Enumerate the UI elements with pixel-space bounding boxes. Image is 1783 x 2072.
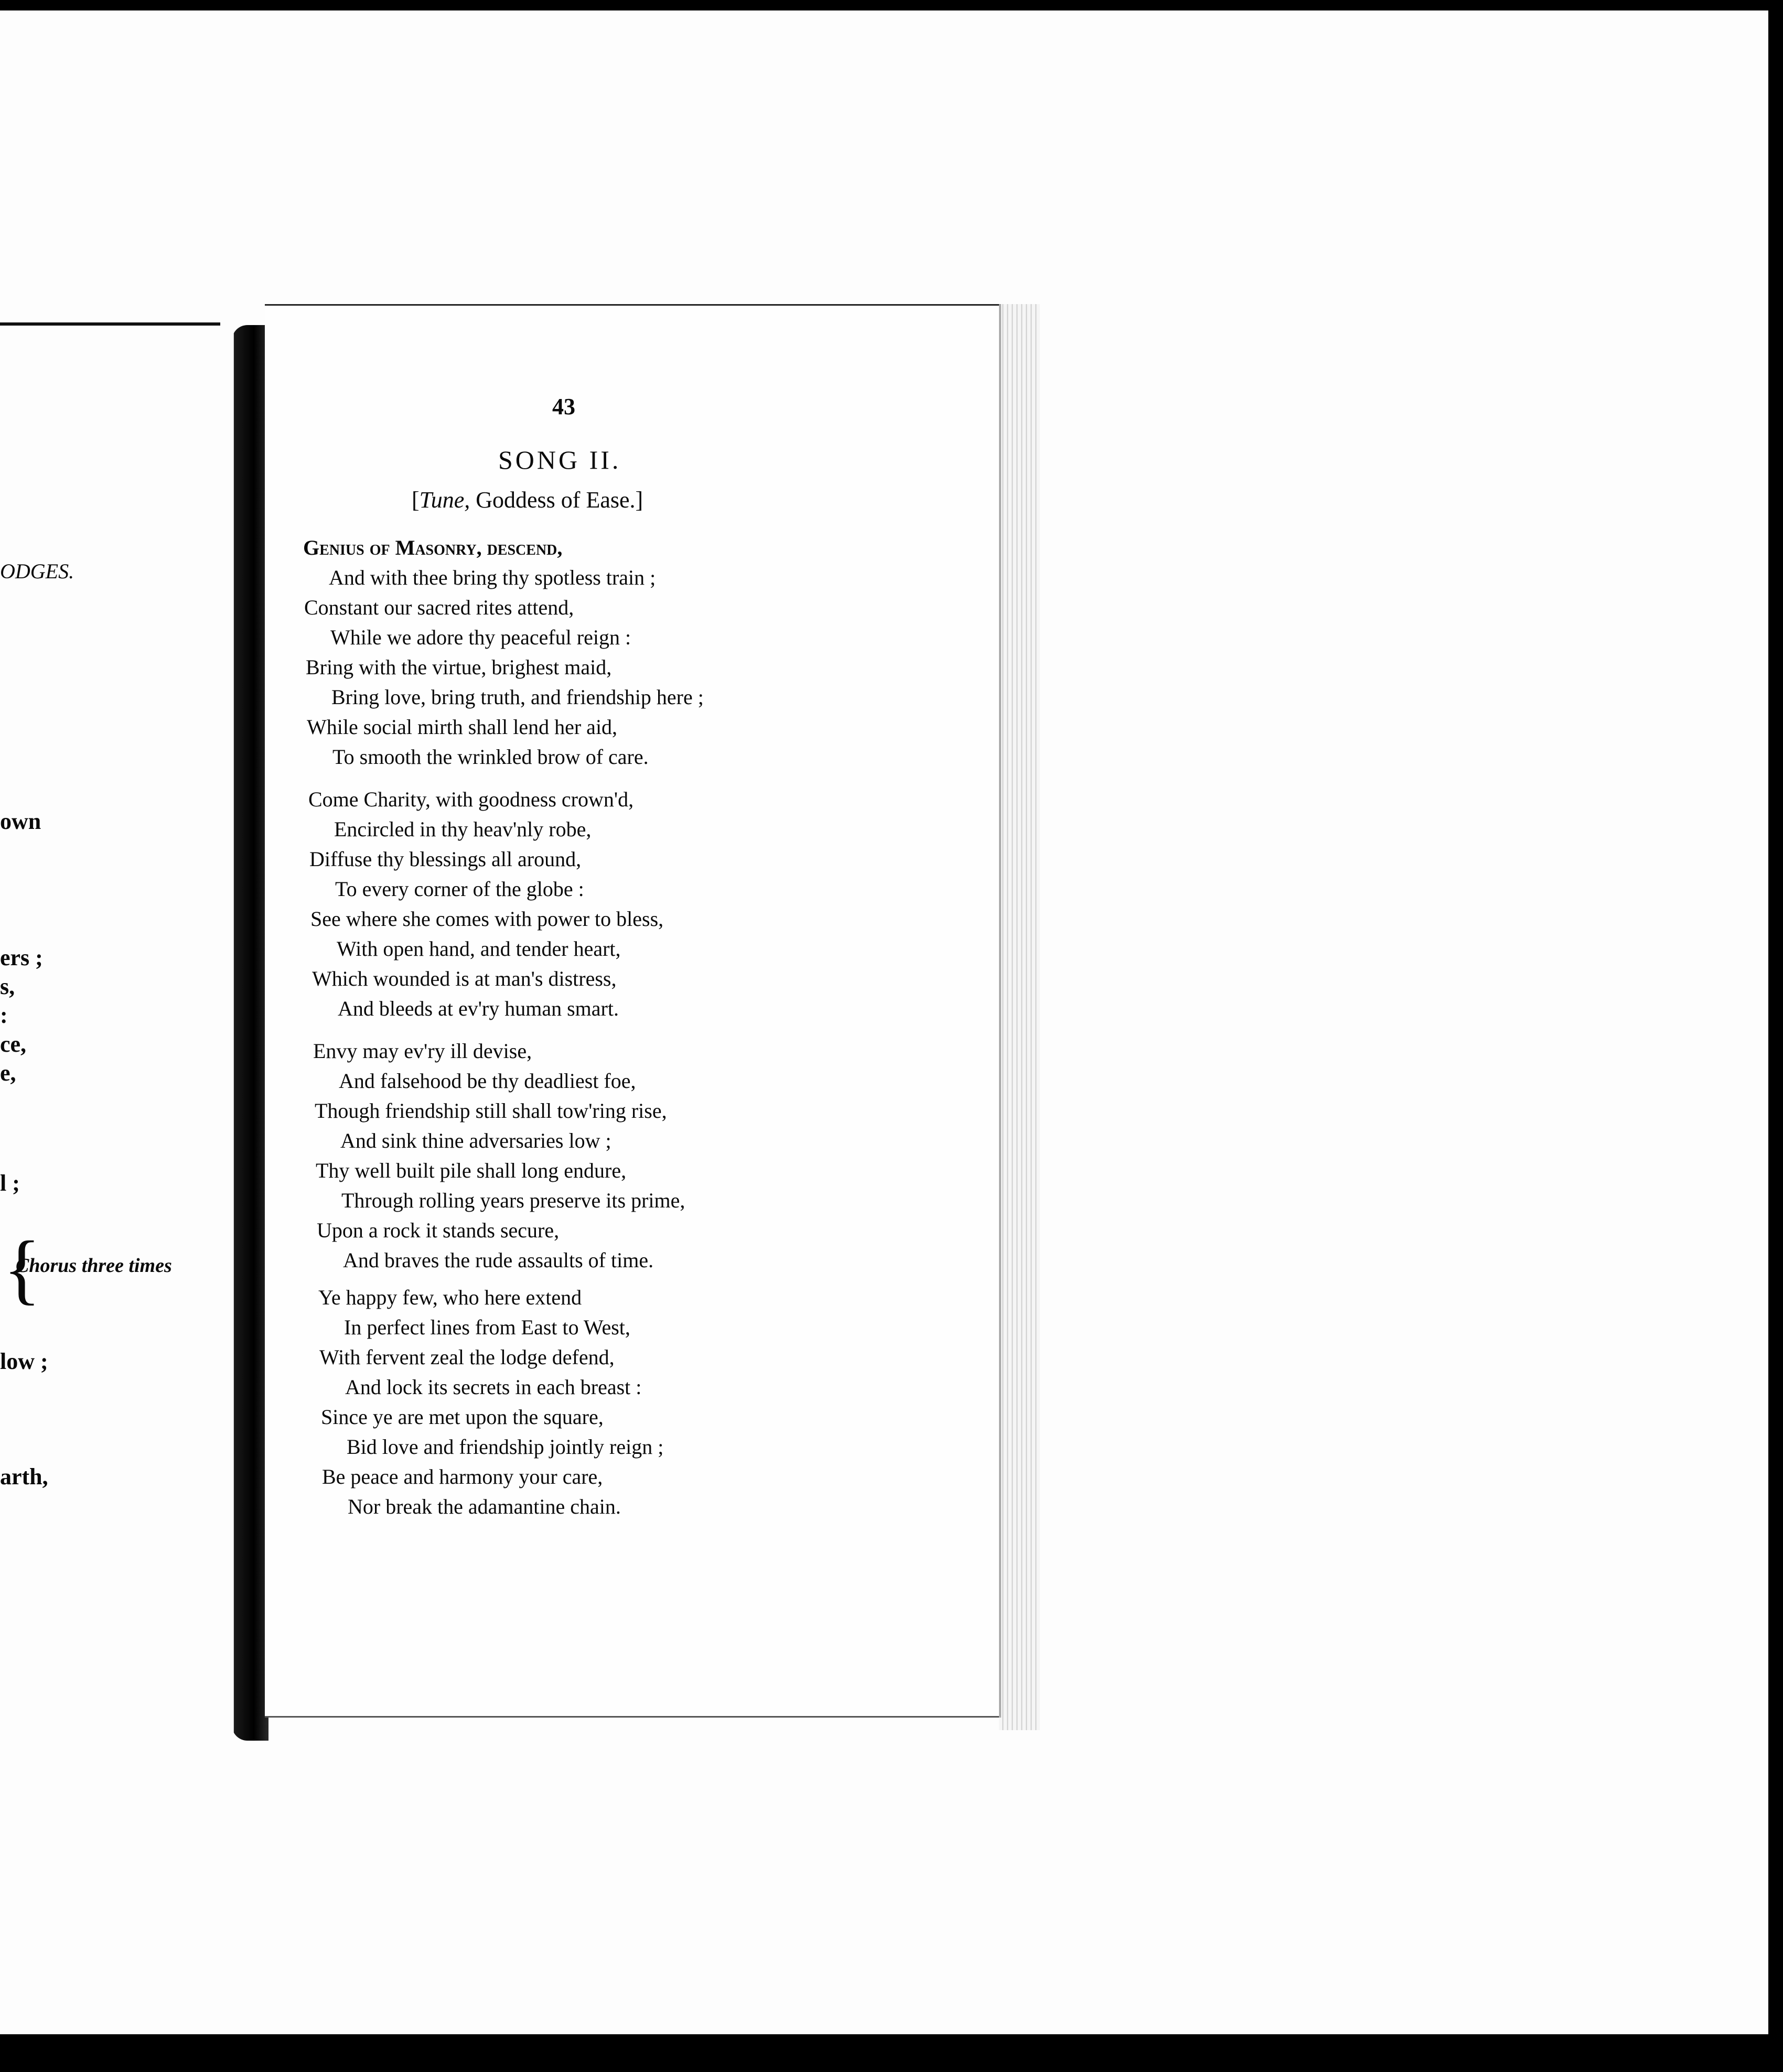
poem-line: While social mirth shall lend her aid,	[307, 715, 618, 739]
poem-line: Though friendship still shall tow'ring rise,	[315, 1099, 667, 1123]
scan-border-bottom	[0, 2034, 1783, 2072]
tune-label: Tune,	[419, 487, 470, 513]
page-edge	[999, 304, 1040, 1730]
poem-line: And with thee bring thy spotless train ;	[329, 566, 656, 589]
fragment-line: arth,	[0, 1464, 48, 1490]
poem-line: Bid love and friendship jointly reign ;	[347, 1435, 664, 1459]
tune-line	[412, 487, 643, 513]
fragment-line: own	[0, 808, 41, 834]
chorus-brace: {	[3, 1225, 41, 1312]
poem-line: Since ye are met upon the square,	[321, 1405, 604, 1429]
previous-page-fragment	[0, 322, 220, 1741]
poem-line: Envy may ev'ry ill devise,	[313, 1039, 532, 1063]
poem-line: In perfect lines from East to West,	[344, 1315, 630, 1339]
poem-line: And bleeds at ev'ry human smart.	[338, 997, 619, 1020]
poem-line: To smooth the wrinkled brow of care.	[332, 745, 649, 769]
fragment-line: ers ;	[0, 945, 43, 970]
poem-line: While we adore thy peaceful reign :	[330, 625, 631, 649]
poem-line: To every corner of the globe :	[335, 877, 584, 901]
tune-bracket: [	[412, 487, 420, 513]
fragment-line: e,	[0, 1060, 16, 1086]
scan-border-top	[0, 0, 1783, 10]
poem-line: Diffuse thy blessings all around,	[309, 847, 582, 871]
scan-border-right	[1770, 0, 1783, 2072]
poem-line: Encircled in thy heav'nly robe,	[334, 817, 592, 841]
book-spine	[232, 325, 268, 1741]
fragment-line: :	[0, 1002, 8, 1028]
poem-line: And braves the rude assaults of time.	[343, 1248, 654, 1272]
poem-line: Which wounded is at man's distress,	[312, 967, 617, 990]
poem-line: Constant our sacred rites attend,	[304, 596, 574, 619]
poem-line: Bring love, bring truth, and friendship here ;	[331, 685, 704, 709]
poem-line: See where she comes with power to bless,	[310, 907, 664, 931]
poem-line: And sink thine adversaries low ;	[340, 1129, 611, 1152]
poem-line: With open hand, and tender heart,	[337, 937, 621, 961]
fragment-line: low ;	[0, 1348, 48, 1374]
fragment-line: s,	[0, 974, 15, 999]
poem-line: Nor break the adamantine chain.	[348, 1495, 621, 1518]
poem-line: Genius of Masonry, descend,	[303, 536, 563, 559]
page-number: 43	[552, 394, 575, 419]
poem-line: Through rolling years preserve its prime,	[341, 1189, 685, 1212]
poem-line: Be peace and harmony your care,	[322, 1465, 603, 1488]
tune-name: Goddess of Ease.]	[470, 487, 643, 513]
poem-line: Upon a rock it stands secure,	[317, 1218, 560, 1242]
chorus-note: Chorus three times	[16, 1255, 172, 1277]
fragment-line: ce,	[0, 1031, 27, 1057]
song-title: SONG II.	[498, 445, 621, 474]
fragment-line: ODGES.	[0, 559, 74, 583]
poem-line: Come Charity, with goodness crown'd,	[308, 787, 634, 811]
poem-line: Thy well built pile shall long endure,	[316, 1159, 627, 1182]
poem-line: Ye happy few, who here extend	[318, 1286, 582, 1309]
poem-line: And falsehood be thy deadliest foe,	[339, 1069, 636, 1093]
poem-line: Bring with the virtue, brighest maid,	[306, 655, 612, 679]
poem-line: And lock its secrets in each breast :	[345, 1375, 642, 1399]
fragment-line: l ;	[0, 1170, 20, 1196]
poem-line: With fervent zeal the lodge defend,	[319, 1345, 615, 1369]
